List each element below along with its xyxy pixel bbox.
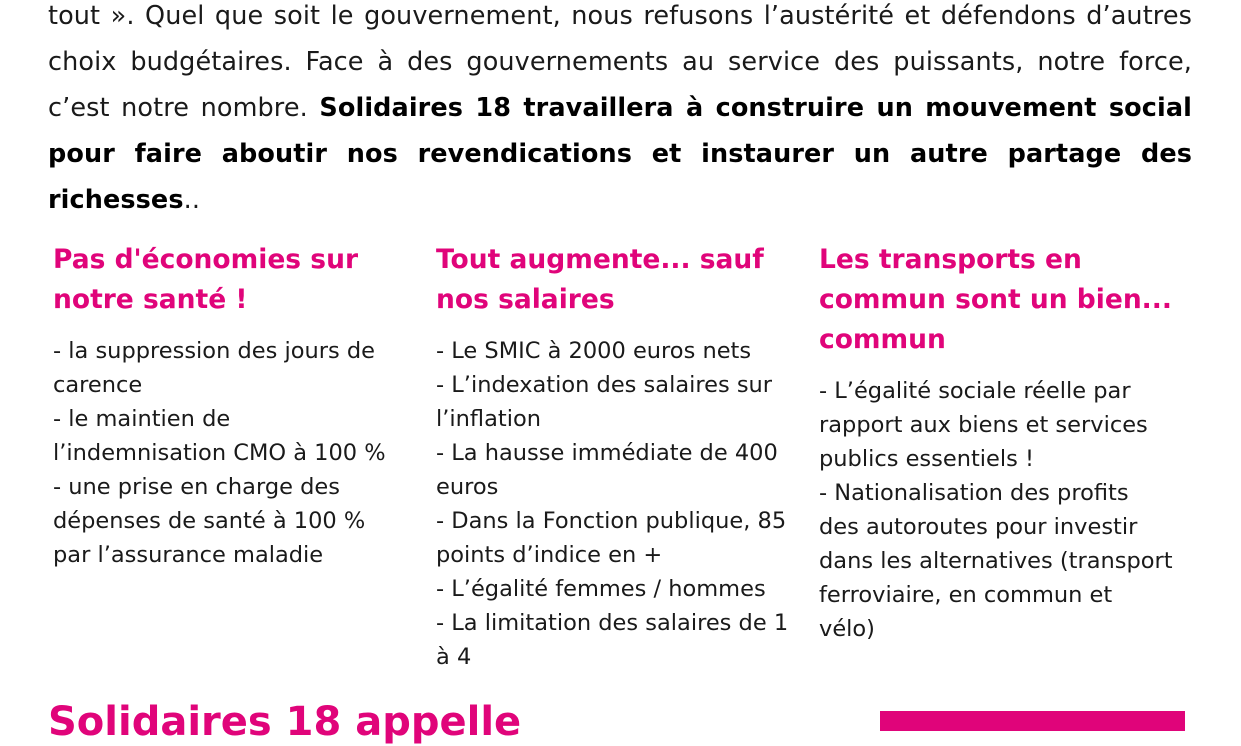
list-item: - la suppression des jours de carence	[53, 338, 376, 398]
intro-text: tout ». Quel que soit le gouvernement, nous refusons l’austérité et défendons d’autres choix budgétaires. Face à des gouvernements au service des puissants, notre force, c’est notre nombre.	[48, 1, 1192, 123]
demand-list	[53, 334, 408, 572]
list-item: - le maintien de l’indemnisation CMO à 100 %	[53, 406, 386, 466]
column-salaires	[436, 240, 791, 674]
intro-text-end: ..	[183, 185, 201, 215]
list-item: - Nationalisation des profits des autoroutes pour investir dans les alternatives (transport ferroviaire, en commun et vélo)	[819, 480, 1173, 642]
list-item: - Dans la Fonction publique, 85 points d’indice en +	[436, 508, 787, 568]
column-title: Tout augmente... sauf nos salaires	[436, 244, 764, 315]
column-title: Les transports en commun sont un bien... commun	[819, 244, 1172, 355]
footer-title: Solidaires 18 appelle	[48, 699, 522, 745]
column-title: Pas d'économies sur notre santé !	[53, 244, 359, 315]
list-item: - L’égalité femmes / hommes	[436, 576, 766, 602]
column-sante	[53, 240, 408, 572]
column-transports	[819, 240, 1174, 646]
intro-bold-text: Solidaires 18 travaillera à construire un mouvement social pour faire aboutir nos revendications et instaurer un autre partage des richesses	[48, 93, 1193, 215]
list-item: - une prise en charge des dépenses de santé à 100 % par l’assurance maladie	[53, 474, 366, 568]
list-item: - L’égalité sociale réelle par rapport aux biens et services publics essentiels !	[819, 378, 1148, 472]
list-item: - La hausse immédiate de 400 euros	[436, 440, 778, 500]
list-item: - La limitation des salaires de 1 à 4	[436, 610, 789, 670]
intro-paragraph	[48, 0, 1192, 223]
demand-list	[436, 334, 791, 674]
list-item: - Le SMIC à 2000 euros nets	[436, 338, 752, 364]
demand-list	[819, 374, 1174, 646]
footer-banner	[880, 711, 1185, 731]
list-item: - L’indexation des salaires sur l’inflation	[436, 372, 773, 432]
